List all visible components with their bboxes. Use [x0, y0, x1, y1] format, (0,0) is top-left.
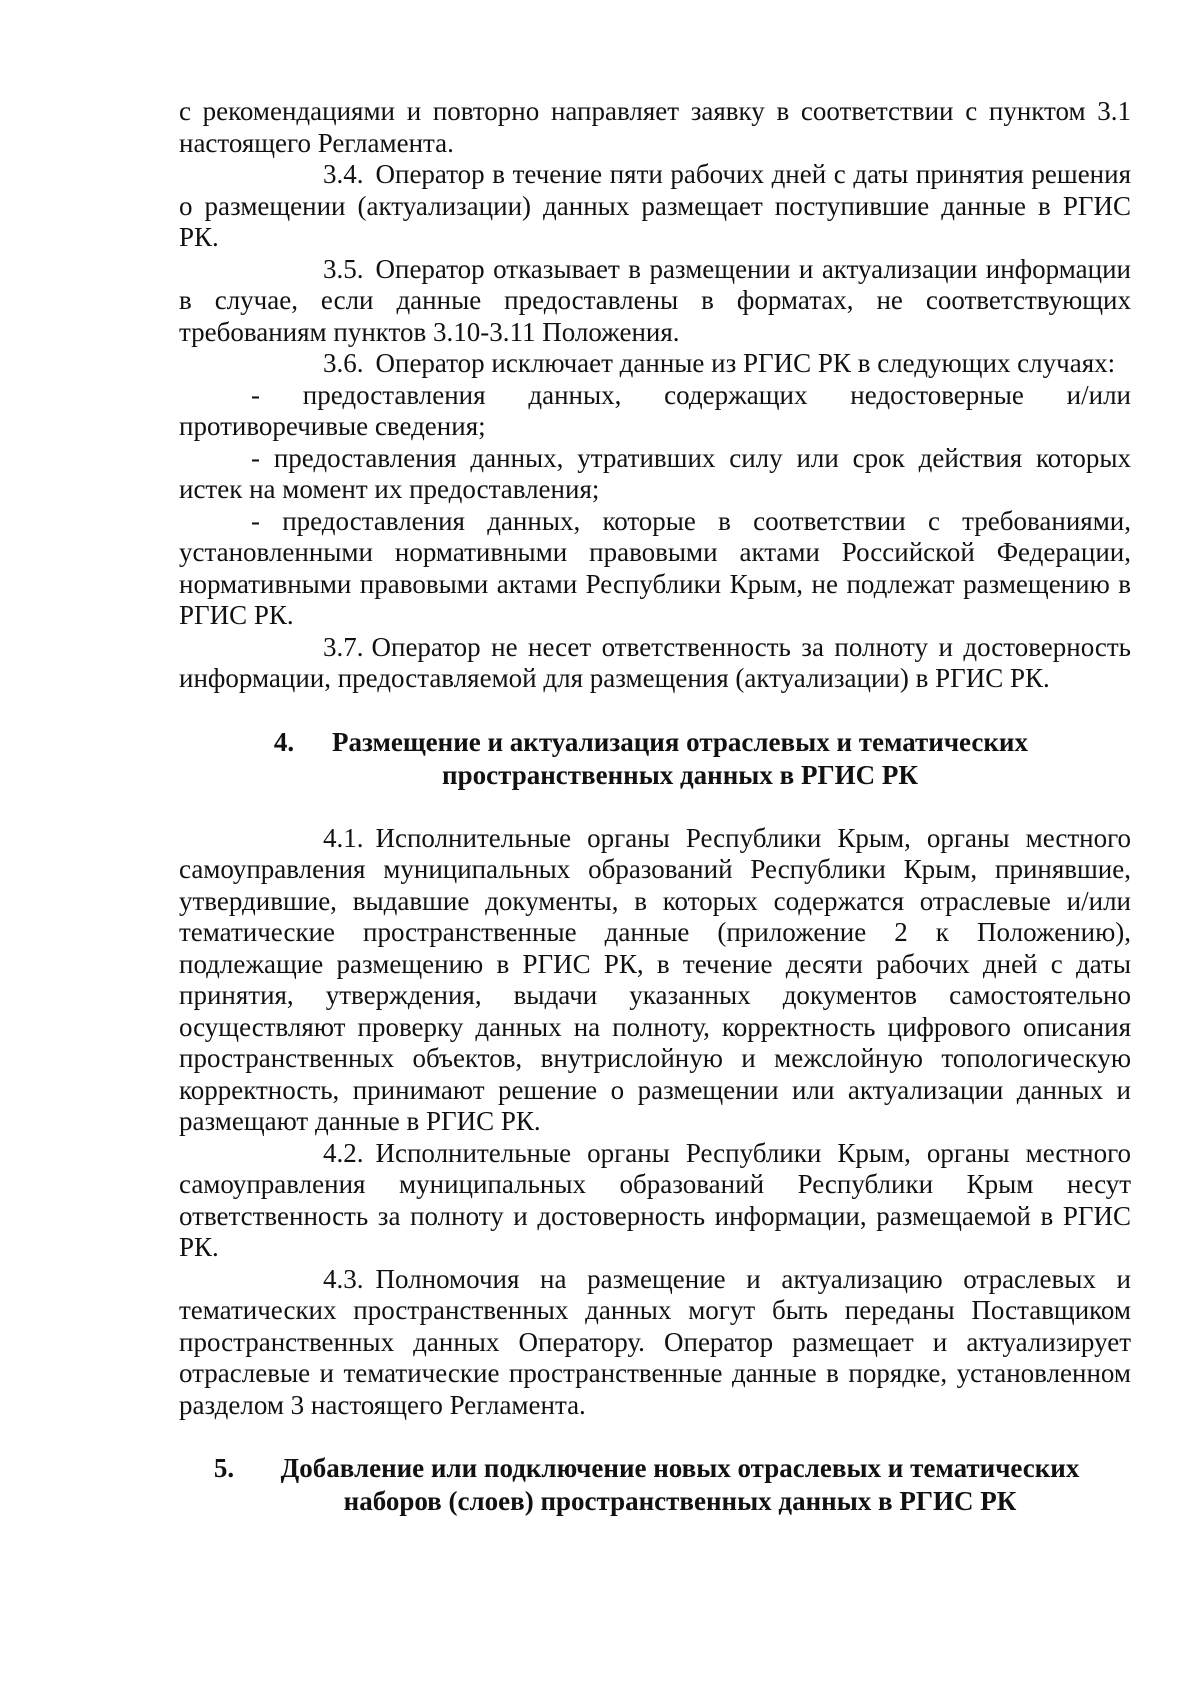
- item-number: 4.2.: [323, 1137, 364, 1168]
- bullet-item: - предоставления данных, утративших силу или срок действия которых истек на момент их предоставления;: [179, 442, 1131, 504]
- section-title: [319, 726, 1131, 792]
- item-number: 4.3.: [323, 1263, 364, 1294]
- bullet-item: - предоставления данных, содержащих недостоверные и/или противоречивые сведения;: [179, 379, 1131, 441]
- item-text: Полномочия на размещение и актуализацию отраслевых и тематических пространственных данных могут быть переданы Поставщиком пространственных данных Оператору. Оператор размещает и актуализирует отраслевые и тематические пространственные данные в порядке, установленном разделом 3 настоящего Регламента.: [179, 1263, 1131, 1420]
- section-title-line: Размещение и актуализация отраслевых и тематических: [332, 726, 1028, 757]
- item-number: 3.7.: [323, 631, 364, 662]
- item-number: 3.4.: [323, 159, 364, 189]
- item-text: Оператор исключает данные из РГИС РК в следующих случаях:: [375, 348, 1116, 378]
- section-number: 5.: [213, 1453, 235, 1483]
- item-text: Исполнительные органы Республики Крым, органы местного самоуправления муниципальных образований Республики Крым несут ответственность за полноту и достоверность информации, размещаемой в РГИС РК.: [179, 1137, 1131, 1262]
- item-3-4: [179, 159, 1131, 254]
- section-title: [259, 1452, 1131, 1518]
- item-text: Оператор отказывает в размещении и актуализации информации в случае, если данные предоставлены в форматах, не соответствующих требованиям пунктов 3.10-3.11 Положения.: [179, 253, 1131, 347]
- item-number: 3.5.: [323, 253, 364, 284]
- item-4-2: [179, 1138, 1131, 1264]
- item-text: Исполнительные органы Республики Крым, органы местного самоуправления муниципальных образований Республики Крым, принявшие, утвердившие, выдавшие документы, в которых содержатся отраслевые и/или тематические пространственные данные (приложение 2 к Положению), подлежащие размещению в РГИС РК, в течение десяти рабочих дней с даты принятия, утверждения, выдачи указанных документов самостоятельно осуществляют проверку данных на полноту, корректность цифрового описания пространственных объектов, внутрислойную и межслойную топологическую корректность, принимают решение о размещении или актуализации данных и размещают данные в РГИС РК.: [179, 822, 1131, 1136]
- item-number: 3.6.: [323, 348, 364, 378]
- item-3-7: [179, 632, 1131, 695]
- item-4-3: [179, 1264, 1131, 1422]
- section-4-heading: [179, 726, 1131, 792]
- section-5-heading: [179, 1452, 1131, 1518]
- item-3-5: [179, 254, 1131, 349]
- document-page: [179, 96, 1131, 1518]
- item-text: Оператор в течение пяти рабочих дней с даты принятия решения о размещении (актуализации) данных размещает поступившие данные в РГИС РК.: [179, 159, 1131, 252]
- section-title-line: Добавление или подключение новых отраслевых и тематических: [280, 1453, 1080, 1483]
- item-4-1: [179, 823, 1131, 1138]
- section-title-line: пространственных данных в РГИС РК: [442, 759, 918, 790]
- paragraph-continuation: с рекомендациями и повторно направляет заявку в соответствии с пунктом 3.1 настоящего Регламента.: [179, 96, 1131, 158]
- section-number: 4.: [273, 726, 295, 757]
- section-title-line: наборов (слоев) пространственных данных в РГИС РК: [343, 1486, 1017, 1516]
- bullet-item: - предоставления данных, которые в соответствии с требованиями, установленными нормативными правовыми актами Российской Федерации, нормативными правовыми актами Республики Крым, не подлежат размещению в РГИС РК.: [179, 505, 1131, 630]
- item-number: 4.1.: [323, 822, 364, 853]
- item-3-6: [179, 348, 1131, 380]
- item-text: Оператор не несет ответственность за полноту и достоверность информации, предоставляемой для размещения (актуализации) в РГИС РК.: [179, 631, 1131, 693]
